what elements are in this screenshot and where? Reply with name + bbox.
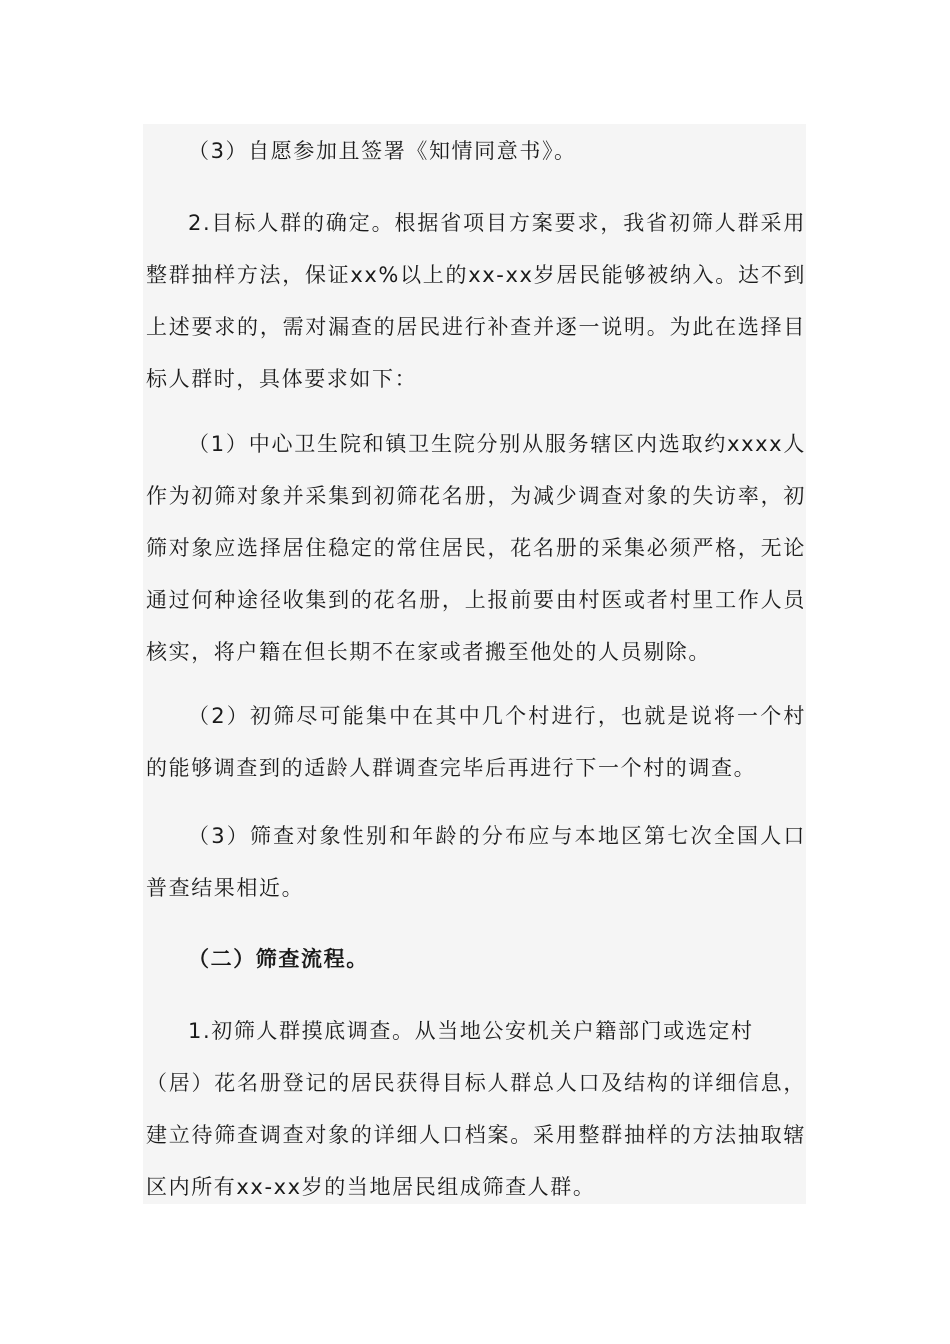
paragraph-requirement-2: （2）初筛尽可能集中在其中几个村进行，也就是说将一个村的能够调查到的适龄人群调查完毕后再进行下一个村的调查。	[146, 704, 806, 780]
paragraph-consent: （3）自愿参加且签署《知情同意书》。	[188, 139, 577, 163]
paragraph-requirement-1: （1）中心卫生院和镇卫生院分别从服务辖区内选取约xxxx人作为初筛对象并采集到初筛花名册，为减少调查对象的失访率，初筛对象应选择居住稳定的常住居民，花名册的采集必须严格，无论通过何种途径收集到的花名册，上报前要由村医或者村里工作人员核实，将户籍在但长期不在家或者搬至他处的人员剔除。	[146, 432, 806, 664]
paragraph-requirement-3: （3）筛查对象性别和年龄的分布应与本地区第七次全国人口普查结果相近。	[146, 824, 806, 900]
section-heading-screening-process: （二）筛查流程。	[188, 947, 369, 971]
paragraph-survey-line1: 1.初筛人群摸底调查。从当地公安机关户籍部门或选定村	[188, 1019, 754, 1043]
paragraph-survey-rest: （居）花名册登记的居民获得目标人群总人口及结构的详细信息，建立待筛查调查对象的详细人口档案。采用整群抽样的方法抽取辖区内所有xx-xx岁的当地居民组成筛查人群。	[146, 1071, 806, 1199]
paragraph-target-population: 2.目标人群的确定。根据省项目方案要求，我省初筛人群采用整群抽样方法，保证xx%以上的xx-xx岁居民能够被纳入。达不到上述要求的，需对漏查的居民进行补查并逐一说明。为此在选择目标人群时，具体要求如下：	[146, 211, 806, 391]
